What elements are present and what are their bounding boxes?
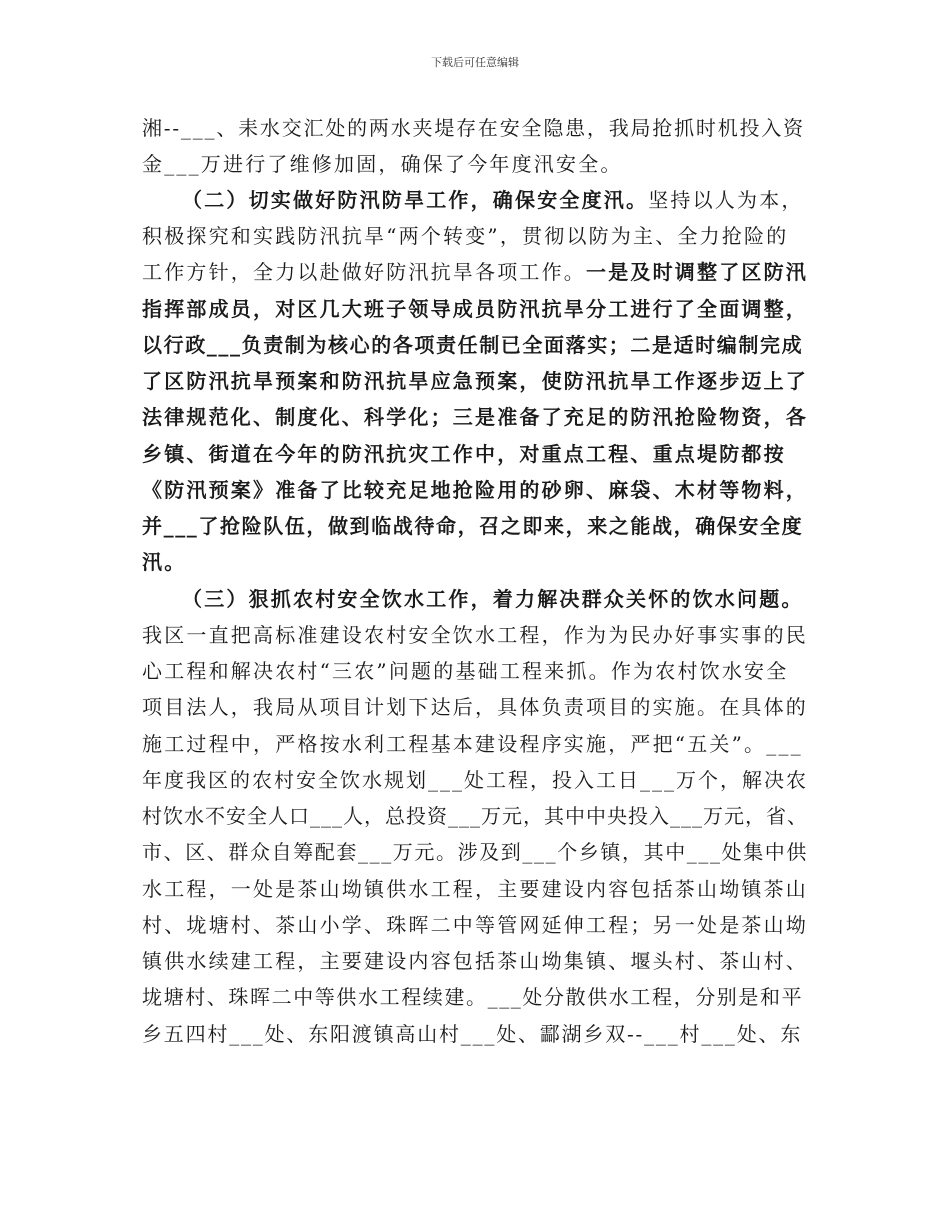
text-fragment: 工作方针，全力以赴做好防汛抗旱各项工作。: [142, 260, 586, 284]
text-line: 乡镇、街道在今年的防汛抗灾工作中，对重点工程、重点堤防都按: [142, 442, 786, 466]
text-line: 村饮水不安全人口___人，总投资___万元，其中中央投入___万元，省、: [142, 804, 808, 828]
text-line: 金___万进行了维修加固，确保了今年度汛安全。: [142, 152, 623, 176]
section-3-heading: （三）狠抓农村安全饮水工作，着力解决群众关怀的饮水问题。: [182, 587, 804, 611]
text-fragment: 坚持以人为本，: [648, 188, 804, 212]
text-line: 村、垅塘村、茶山小学、珠晖二中等管网延伸工程；另一处是茶山坳: [142, 913, 808, 937]
text-line: [142, 259, 808, 285]
text-line: 积极探究和实践防汛抗旱“两个转变”，贯彻以防为主、全力抢险的: [142, 224, 789, 248]
text-line: 水工程，一处是茶山坳镇供水工程，主要建设内容包括茶山坳镇茶山: [142, 877, 808, 901]
text-line: 《防汛预案》准备了比较充足地抢险用的砂卵、麻袋、木材等物料，: [142, 478, 808, 502]
text-line: 以行政___负责制为核心的各项责任制已全面落实；二是适时编制完成: [142, 333, 804, 357]
text-line: 施工过程中，严格按水利工程基本建设程序实施，严把“五关”。___: [142, 732, 803, 756]
section-2-heading: （二）切实做好防汛防旱工作，确保安全度汛。: [182, 188, 649, 212]
text-line: 了区防汛抗旱预案和防汛抗旱应急预案，使防汛抗旱工作逐步迈上了: [142, 369, 808, 393]
text-line: 项目法人，我局从项目计划下达后，具体负责项目的实施。在具体的: [142, 695, 808, 719]
text-fragment-bold: 一是及时调整了区防汛: [586, 260, 808, 284]
section-2-line: [182, 187, 804, 213]
text-line: 法律规范化、制度化、科学化；三是准备了充足的防汛抢险物资，各: [142, 405, 808, 429]
text-line: 镇供水续建工程，主要建设内容包括茶山坳集镇、堰头村、茶山村、: [142, 949, 808, 973]
text-line: 年度我区的农村安全饮水规划___处工程，投入工日___万个，解决农: [142, 768, 808, 792]
text-line: 心工程和解决农村“三农”问题的基础工程来抓。作为农村饮水安全: [142, 659, 789, 683]
text-line: 并___了抢险队伍，做到临战待命，召之即来，来之能战，确保安全度: [142, 514, 804, 538]
text-line: 乡五四村___处、东阳渡镇高山村___处、酃湖乡双--___村___处、东: [142, 1022, 803, 1046]
text-line: 市、区、群众自筹配套___万元。涉及到___个乡镇，其中___处集中供: [142, 840, 808, 864]
text-line: 湘--___、耒水交汇处的两水夹堤存在安全隐患，我局抢抓时机投入资: [142, 116, 805, 140]
text-line: 垅塘村、珠晖二中等供水工程续建。___处分散供水工程，分别是和平: [142, 985, 804, 1009]
text-line: 指挥部成员，对区几大班子领导成员防汛抗旱分工进行了全面调整，: [142, 297, 808, 321]
page-header-note: 下载后可任意编辑: [431, 56, 519, 69]
text-line: 我区一直把高标准建设农村安全饮水工程，作为为民办好事实事的民: [142, 623, 808, 647]
text-line: 汛。: [142, 550, 187, 574]
